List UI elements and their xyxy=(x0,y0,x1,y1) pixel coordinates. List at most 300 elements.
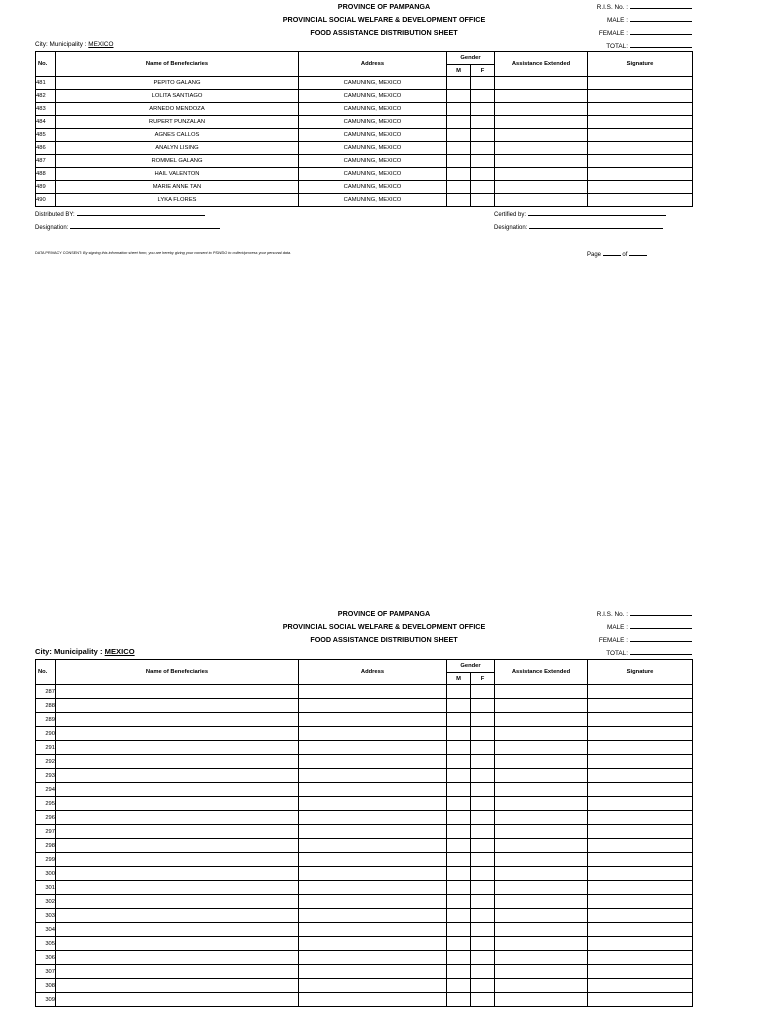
row-number: 487 xyxy=(36,155,56,168)
ris-no-field[interactable]: R.I.S. No. : xyxy=(560,607,692,620)
row-number: 305 xyxy=(36,937,56,951)
table-row xyxy=(36,923,693,937)
beneficiary-name: ARNEDO MENDOZA xyxy=(56,103,299,116)
signature-cell[interactable] xyxy=(588,77,693,90)
sheet-title: FOOD ASSISTANCE DISTRIBUTION SHEET xyxy=(310,28,458,37)
gender-m-cell[interactable] xyxy=(447,853,471,867)
beneficiary-address-cell[interactable] xyxy=(299,867,447,881)
beneficiary-name-cell[interactable] xyxy=(56,979,299,993)
signature-cell[interactable] xyxy=(588,881,693,895)
beneficiary-address-cell[interactable] xyxy=(299,839,447,853)
assistance-cell[interactable] xyxy=(495,755,588,769)
beneficiary-name: RUPERT PUNZALAN xyxy=(56,116,299,129)
beneficiary-name-cell[interactable] xyxy=(56,937,299,951)
col-m-header: M xyxy=(447,65,471,77)
beneficiary-name: LOLITA SANTIAGO xyxy=(56,90,299,103)
col-no-header: No. xyxy=(36,52,56,77)
table-row xyxy=(36,194,693,207)
signature-cell[interactable] xyxy=(588,937,693,951)
assistance-cell[interactable] xyxy=(495,116,588,129)
beneficiary-table xyxy=(35,51,693,207)
signature-cell[interactable] xyxy=(588,155,693,168)
beneficiary-address-cell[interactable] xyxy=(299,755,447,769)
city-municipality: City: Municipality : MEXICO xyxy=(35,647,135,656)
table-row xyxy=(36,783,693,797)
col-m-header: M xyxy=(447,673,471,685)
beneficiary-name: LYKA FLORES xyxy=(56,194,299,207)
table-row xyxy=(36,867,693,881)
row-number: 302 xyxy=(36,895,56,909)
city-municipality: City: Municipality : MEXICO xyxy=(35,41,114,48)
row-number: 308 xyxy=(36,979,56,993)
assistance-cell[interactable] xyxy=(495,699,588,713)
beneficiary-name-cell[interactable] xyxy=(56,741,299,755)
gender-f-cell[interactable] xyxy=(471,103,495,116)
beneficiary-address-cell[interactable] xyxy=(299,881,447,895)
signature-cell[interactable] xyxy=(588,825,693,839)
beneficiary-address: CAMUNING, MEXICO xyxy=(299,168,447,181)
beneficiary-name-cell[interactable] xyxy=(56,685,299,699)
signature-cell[interactable] xyxy=(588,90,693,103)
city-value: MEXICO xyxy=(88,41,114,48)
row-number: 490 xyxy=(36,194,56,207)
assistance-cell[interactable] xyxy=(495,783,588,797)
table-row xyxy=(36,895,693,909)
assistance-cell[interactable] xyxy=(495,867,588,881)
beneficiary-address-cell[interactable] xyxy=(299,699,447,713)
gender-f-cell[interactable] xyxy=(471,965,495,979)
table-row xyxy=(36,797,693,811)
beneficiary-name-cell[interactable] xyxy=(56,699,299,713)
table-row xyxy=(36,116,693,129)
assistance-cell[interactable] xyxy=(495,825,588,839)
ris-no-field[interactable]: R.I.S. No. : xyxy=(560,0,692,13)
gender-m-cell[interactable] xyxy=(447,937,471,951)
province-title: PROVINCE OF PAMPANGA xyxy=(337,2,431,11)
row-number: 298 xyxy=(36,839,56,853)
certified-by-field[interactable]: Certified by: xyxy=(494,209,666,218)
assistance-cell[interactable] xyxy=(495,741,588,755)
signature-cell[interactable] xyxy=(588,741,693,755)
gender-f-cell[interactable] xyxy=(471,142,495,155)
ris-block xyxy=(560,0,692,52)
city-value: MEXICO xyxy=(104,647,135,656)
row-number: 300 xyxy=(36,867,56,881)
gender-m-cell[interactable] xyxy=(447,727,471,741)
beneficiary-address-cell[interactable] xyxy=(299,811,447,825)
beneficiary-address-cell[interactable] xyxy=(299,965,447,979)
province-title: PROVINCE OF PAMPANGA xyxy=(337,609,431,618)
gender-m-cell[interactable] xyxy=(447,713,471,727)
beneficiary-address-cell[interactable] xyxy=(299,993,447,1007)
gender-f-cell[interactable] xyxy=(471,90,495,103)
beneficiary-name: HAIL VALENTON xyxy=(56,168,299,181)
ris-block xyxy=(560,607,692,659)
col-address-header: Address xyxy=(299,52,447,77)
distributed-by-field[interactable]: Distributed BY: xyxy=(35,209,205,218)
gender-m-cell[interactable] xyxy=(447,811,471,825)
assistance-cell[interactable] xyxy=(495,713,588,727)
gender-m-cell[interactable] xyxy=(447,194,471,207)
row-number: 296 xyxy=(36,811,56,825)
assistance-cell[interactable] xyxy=(495,685,588,699)
gender-m-cell[interactable] xyxy=(447,895,471,909)
beneficiary-address-cell[interactable] xyxy=(299,797,447,811)
beneficiary-name: PEPITO GALANG xyxy=(56,77,299,90)
signature-cell[interactable] xyxy=(588,116,693,129)
assistance-cell[interactable] xyxy=(495,811,588,825)
assistance-cell[interactable] xyxy=(495,155,588,168)
beneficiary-address-cell[interactable] xyxy=(299,923,447,937)
table-row xyxy=(36,741,693,755)
gender-f-cell[interactable] xyxy=(471,867,495,881)
gender-f-cell[interactable] xyxy=(471,811,495,825)
gender-f-cell[interactable] xyxy=(471,797,495,811)
gender-f-cell[interactable] xyxy=(471,77,495,90)
beneficiary-table xyxy=(35,659,693,1007)
assistance-cell[interactable] xyxy=(495,90,588,103)
assistance-cell[interactable] xyxy=(495,951,588,965)
gender-f-cell[interactable] xyxy=(471,741,495,755)
beneficiary-address-cell[interactable] xyxy=(299,825,447,839)
gender-m-cell[interactable] xyxy=(447,867,471,881)
beneficiary-address-cell[interactable] xyxy=(299,895,447,909)
gender-f-cell[interactable] xyxy=(471,168,495,181)
gender-f-cell[interactable] xyxy=(471,881,495,895)
gender-m-cell[interactable] xyxy=(447,769,471,783)
gender-f-cell[interactable] xyxy=(471,116,495,129)
row-number: 482 xyxy=(36,90,56,103)
gender-m-cell[interactable] xyxy=(447,979,471,993)
signature-cell[interactable] xyxy=(588,895,693,909)
beneficiary-address: CAMUNING, MEXICO xyxy=(299,90,447,103)
beneficiary-address: CAMUNING, MEXICO xyxy=(299,116,447,129)
gender-f-cell[interactable] xyxy=(471,713,495,727)
row-number: 484 xyxy=(36,116,56,129)
gender-m-cell[interactable] xyxy=(447,168,471,181)
beneficiary-name-cell[interactable] xyxy=(56,895,299,909)
male-field[interactable]: MALE : xyxy=(560,13,692,26)
beneficiary-name-cell[interactable] xyxy=(56,867,299,881)
table-row xyxy=(36,909,693,923)
table-row xyxy=(36,77,693,90)
row-number: 289 xyxy=(36,713,56,727)
col-assistance-header: Assistance Extended xyxy=(495,52,588,77)
beneficiary-name-cell[interactable] xyxy=(56,727,299,741)
female-field[interactable]: FEMALE : xyxy=(560,633,692,646)
beneficiary-name-cell[interactable] xyxy=(56,839,299,853)
col-no-header: No. xyxy=(36,660,56,685)
row-number: 488 xyxy=(36,168,56,181)
gender-m-cell[interactable] xyxy=(447,741,471,755)
beneficiary-address-cell[interactable] xyxy=(299,937,447,951)
beneficiary-address-cell[interactable] xyxy=(299,713,447,727)
beneficiary-name-cell[interactable] xyxy=(56,797,299,811)
designation-left-field[interactable]: Designation: xyxy=(35,222,220,231)
table-row xyxy=(36,839,693,853)
col-signature-header: Signature xyxy=(588,660,693,685)
beneficiary-address: CAMUNING, MEXICO xyxy=(299,142,447,155)
row-number: 290 xyxy=(36,727,56,741)
assistance-cell[interactable] xyxy=(495,769,588,783)
beneficiary-address: CAMUNING, MEXICO xyxy=(299,181,447,194)
gender-f-cell[interactable] xyxy=(471,909,495,923)
assistance-cell[interactable] xyxy=(495,853,588,867)
signature-cell[interactable] xyxy=(588,755,693,769)
gender-m-cell[interactable] xyxy=(447,116,471,129)
signature-cell[interactable] xyxy=(588,727,693,741)
table-row xyxy=(36,993,693,1007)
row-number: 288 xyxy=(36,699,56,713)
beneficiary-address-cell[interactable] xyxy=(299,979,447,993)
gender-f-cell[interactable] xyxy=(471,825,495,839)
signature-cell[interactable] xyxy=(588,168,693,181)
gender-m-cell[interactable] xyxy=(447,685,471,699)
gender-m-cell[interactable] xyxy=(447,699,471,713)
row-number: 291 xyxy=(36,741,56,755)
row-number: 292 xyxy=(36,755,56,769)
col-signature-header: Signature xyxy=(588,52,693,77)
table-row xyxy=(36,937,693,951)
beneficiary-name-cell[interactable] xyxy=(56,811,299,825)
row-number: 303 xyxy=(36,909,56,923)
signature-cell[interactable] xyxy=(588,103,693,116)
gender-m-cell[interactable] xyxy=(447,90,471,103)
row-number: 304 xyxy=(36,923,56,937)
row-number: 309 xyxy=(36,993,56,1007)
gender-f-cell[interactable] xyxy=(471,853,495,867)
beneficiary-name-cell[interactable] xyxy=(56,853,299,867)
col-assistance-header: Assistance Extended xyxy=(495,660,588,685)
beneficiary-name-cell[interactable] xyxy=(56,713,299,727)
table-row xyxy=(36,168,693,181)
beneficiary-address-cell[interactable] xyxy=(299,783,447,797)
gender-m-cell[interactable] xyxy=(447,155,471,168)
gender-f-cell[interactable] xyxy=(471,769,495,783)
assistance-cell[interactable] xyxy=(495,797,588,811)
row-number: 486 xyxy=(36,142,56,155)
gender-m-cell[interactable] xyxy=(447,965,471,979)
assistance-cell[interactable] xyxy=(495,142,588,155)
signature-cell[interactable] xyxy=(588,951,693,965)
total-field[interactable]: TOTAL: xyxy=(560,39,692,52)
gender-f-cell[interactable] xyxy=(471,727,495,741)
assistance-cell[interactable] xyxy=(495,993,588,1007)
beneficiary-address: CAMUNING, MEXICO xyxy=(299,155,447,168)
beneficiary-address-cell[interactable] xyxy=(299,727,447,741)
gender-f-cell[interactable] xyxy=(471,181,495,194)
beneficiary-name-cell[interactable] xyxy=(56,993,299,1007)
col-f-header: F xyxy=(471,65,495,77)
gender-m-cell[interactable] xyxy=(447,103,471,116)
gender-m-cell[interactable] xyxy=(447,923,471,937)
gender-f-cell[interactable] xyxy=(471,755,495,769)
gender-m-cell[interactable] xyxy=(447,881,471,895)
row-number: 485 xyxy=(36,129,56,142)
beneficiary-name-cell[interactable] xyxy=(56,755,299,769)
row-number: 306 xyxy=(36,951,56,965)
signature-cell[interactable] xyxy=(588,867,693,881)
signature-cell[interactable] xyxy=(588,142,693,155)
gender-m-cell[interactable] xyxy=(447,181,471,194)
gender-f-cell[interactable] xyxy=(471,839,495,853)
assistance-cell[interactable] xyxy=(495,965,588,979)
gender-f-cell[interactable] xyxy=(471,783,495,797)
beneficiary-address: CAMUNING, MEXICO xyxy=(299,103,447,116)
total-field[interactable]: TOTAL: xyxy=(560,646,692,659)
sheet-title: FOOD ASSISTANCE DISTRIBUTION SHEET xyxy=(310,635,458,644)
beneficiary-name-cell[interactable] xyxy=(56,825,299,839)
signature-cell[interactable] xyxy=(588,769,693,783)
beneficiary-name-cell[interactable] xyxy=(56,783,299,797)
signature-cell[interactable] xyxy=(588,713,693,727)
assistance-cell[interactable] xyxy=(495,103,588,116)
gender-f-cell[interactable] xyxy=(471,895,495,909)
beneficiary-address-cell[interactable] xyxy=(299,769,447,783)
row-number: 297 xyxy=(36,825,56,839)
gender-m-cell[interactable] xyxy=(447,839,471,853)
row-number: 294 xyxy=(36,783,56,797)
row-number: 299 xyxy=(36,853,56,867)
assistance-cell[interactable] xyxy=(495,923,588,937)
office-title: PROVINCIAL SOCIAL WELFARE & DEVELOPMENT OFFICE xyxy=(282,15,486,24)
beneficiary-name-cell[interactable] xyxy=(56,951,299,965)
beneficiary-name-cell[interactable] xyxy=(56,881,299,895)
assistance-cell[interactable] xyxy=(495,727,588,741)
col-name-header: Name of Benefeciaries xyxy=(56,52,299,77)
male-field[interactable]: MALE : xyxy=(560,620,692,633)
signature-cell[interactable] xyxy=(588,685,693,699)
gender-m-cell[interactable] xyxy=(447,909,471,923)
assistance-cell[interactable] xyxy=(495,77,588,90)
data-privacy-consent: DATA PRIVACY CONSENT: By signing this information sheet form, you are hereby giving your consent to PSWDO to collect/process your personal data. xyxy=(35,251,292,255)
col-f-header: F xyxy=(471,673,495,685)
gender-m-cell[interactable] xyxy=(447,783,471,797)
beneficiary-address-cell[interactable] xyxy=(299,853,447,867)
row-number: 483 xyxy=(36,103,56,116)
gender-m-cell[interactable] xyxy=(447,755,471,769)
signature-cell[interactable] xyxy=(588,965,693,979)
table-row xyxy=(36,142,693,155)
table-row xyxy=(36,90,693,103)
table-row xyxy=(36,181,693,194)
assistance-cell[interactable] xyxy=(495,937,588,951)
assistance-cell[interactable] xyxy=(495,881,588,895)
signature-cell[interactable] xyxy=(588,194,693,207)
beneficiary-name-cell[interactable] xyxy=(56,909,299,923)
assistance-cell[interactable] xyxy=(495,194,588,207)
gender-m-cell[interactable] xyxy=(447,825,471,839)
signature-cell[interactable] xyxy=(588,129,693,142)
gender-f-cell[interactable] xyxy=(471,129,495,142)
signature-cell[interactable] xyxy=(588,181,693,194)
assistance-cell[interactable] xyxy=(495,979,588,993)
gender-m-cell[interactable] xyxy=(447,77,471,90)
table-row xyxy=(36,699,693,713)
beneficiary-name: MARIE ANNE TAN xyxy=(56,181,299,194)
row-number: 287 xyxy=(36,685,56,699)
beneficiary-address-cell[interactable] xyxy=(299,909,447,923)
row-number: 307 xyxy=(36,965,56,979)
table-row xyxy=(36,685,693,699)
table-row xyxy=(36,103,693,116)
row-number: 301 xyxy=(36,881,56,895)
col-gender-header: Gender xyxy=(447,660,495,673)
designation-right-field[interactable]: Designation: xyxy=(494,222,663,231)
signature-cell[interactable] xyxy=(588,993,693,1007)
beneficiary-address: CAMUNING, MEXICO xyxy=(299,194,447,207)
gender-f-cell[interactable] xyxy=(471,951,495,965)
gender-m-cell[interactable] xyxy=(447,951,471,965)
signature-cell[interactable] xyxy=(588,797,693,811)
beneficiary-address-cell[interactable] xyxy=(299,741,447,755)
gender-m-cell[interactable] xyxy=(447,797,471,811)
gender-f-cell[interactable] xyxy=(471,155,495,168)
assistance-cell[interactable] xyxy=(495,909,588,923)
col-gender-header: Gender xyxy=(447,52,495,65)
beneficiary-name: ANALYN LISING xyxy=(56,142,299,155)
gender-m-cell[interactable] xyxy=(447,993,471,1007)
gender-m-cell[interactable] xyxy=(447,142,471,155)
beneficiary-name-cell[interactable] xyxy=(56,923,299,937)
gender-f-cell[interactable] xyxy=(471,923,495,937)
gender-f-cell[interactable] xyxy=(471,993,495,1007)
row-number: 481 xyxy=(36,77,56,90)
assistance-cell[interactable] xyxy=(495,181,588,194)
beneficiary-name-cell[interactable] xyxy=(56,965,299,979)
table-row xyxy=(36,951,693,965)
beneficiary-address-cell[interactable] xyxy=(299,951,447,965)
signature-cell[interactable] xyxy=(588,811,693,825)
table-row xyxy=(36,965,693,979)
col-name-header: Name of Benefeciaries xyxy=(56,660,299,685)
gender-m-cell[interactable] xyxy=(447,129,471,142)
signature-cell[interactable] xyxy=(588,783,693,797)
assistance-cell[interactable] xyxy=(495,839,588,853)
row-number: 489 xyxy=(36,181,56,194)
gender-f-cell[interactable] xyxy=(471,699,495,713)
table-row xyxy=(36,155,693,168)
table-row xyxy=(36,769,693,783)
assistance-cell[interactable] xyxy=(495,168,588,181)
female-field[interactable]: FEMALE : xyxy=(560,26,692,39)
assistance-cell[interactable] xyxy=(495,895,588,909)
table-row xyxy=(36,811,693,825)
beneficiary-address: CAMUNING, MEXICO xyxy=(299,129,447,142)
gender-f-cell[interactable] xyxy=(471,685,495,699)
signature-cell[interactable] xyxy=(588,839,693,853)
row-number: 295 xyxy=(36,797,56,811)
assistance-cell[interactable] xyxy=(495,129,588,142)
table-row xyxy=(36,979,693,993)
signature-cell[interactable] xyxy=(588,853,693,867)
signature-cell[interactable] xyxy=(588,923,693,937)
table-row xyxy=(36,881,693,895)
beneficiary-address: CAMUNING, MEXICO xyxy=(299,77,447,90)
table-row xyxy=(36,853,693,867)
table-row xyxy=(36,129,693,142)
signature-cell[interactable] xyxy=(588,699,693,713)
table-row xyxy=(36,727,693,741)
beneficiary-name-cell[interactable] xyxy=(56,769,299,783)
signature-cell[interactable] xyxy=(588,909,693,923)
signature-cell[interactable] xyxy=(588,979,693,993)
gender-f-cell[interactable] xyxy=(471,937,495,951)
gender-f-cell[interactable] xyxy=(471,194,495,207)
gender-f-cell[interactable] xyxy=(471,979,495,993)
table-row xyxy=(36,825,693,839)
beneficiary-address-cell[interactable] xyxy=(299,685,447,699)
